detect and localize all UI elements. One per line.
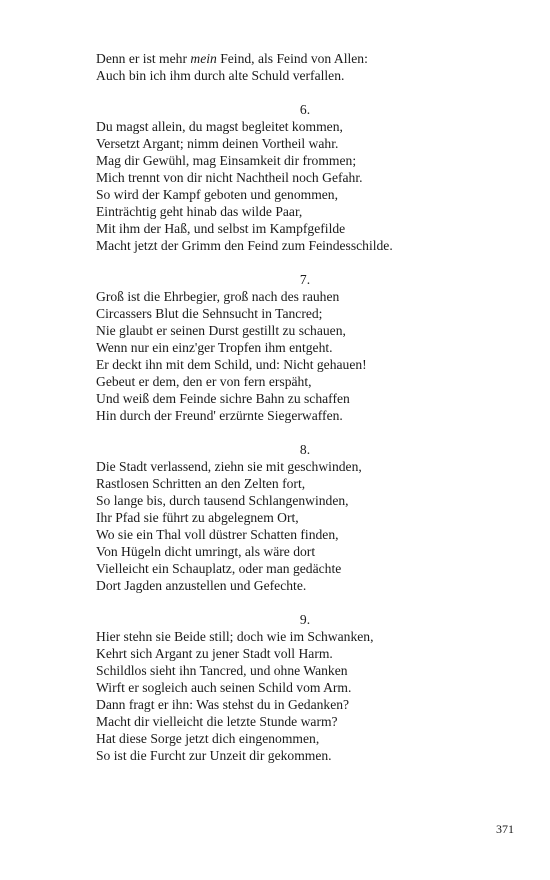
- stanza: [96, 441, 476, 594]
- page-number: 371: [496, 822, 514, 836]
- verse-line: So lange bis, durch tausend Schlangenwinden,: [96, 493, 349, 508]
- verse-line: Vielleicht ein Schauplatz, oder man gedächte: [96, 561, 342, 576]
- verse-line: Wenn nur ein einz'ger Tropfen ihm entgeht.: [96, 340, 333, 355]
- opening-line-1-start: Denn er ist mehr: [96, 51, 191, 66]
- verse-line: Du magst allein, du magst begleitet kommen,: [96, 119, 343, 134]
- verse-line: Dort Jagden anzustellen und Gefechte.: [96, 578, 307, 593]
- stanza-number: 9.: [299, 612, 311, 627]
- stanza: [96, 101, 476, 254]
- verse-line: Versetzt Argant; nimm deinen Vortheil wahr.: [96, 136, 339, 151]
- verse-line: Dann fragt er ihn: Was stehst du in Gedanken?: [96, 697, 350, 712]
- verse-line: Mich trennt von dir nicht Nachtheil noch Gefahr.: [96, 170, 363, 185]
- verse-line: Mit ihm der Haß, und selbst im Kampfgefilde: [96, 221, 346, 236]
- verse-line: Und weiß dem Feinde sichre Bahn zu schaffen: [96, 391, 350, 406]
- verse-line: Wo sie ein Thal voll düstrer Schatten finden,: [96, 527, 339, 542]
- emphasized-word: mein: [190, 51, 217, 66]
- verse-line: Schildlos sieht ihn Tancred, und ohne Wanken: [96, 663, 348, 678]
- verse-line: Mag dir Gewühl, mag Einsamkeit dir frommen;: [96, 153, 357, 168]
- verse-line: Hier stehn sie Beide still; doch wie im Schwanken,: [96, 629, 374, 644]
- verse-line: Groß ist die Ehrbegier, groß nach des rauhen: [96, 289, 340, 304]
- verse-line: So ist die Furcht zur Unzeit dir gekommen.: [96, 748, 332, 763]
- verse-line: Ihr Pfad sie führt zu abgelegnem Ort,: [96, 510, 299, 525]
- verse-line: Einträchtig geht hinab das wilde Paar,: [96, 204, 303, 219]
- verse-line: Macht dir vielleicht die letzte Stunde warm?: [96, 714, 338, 729]
- stanza: [96, 611, 476, 764]
- stanza-list: [96, 101, 476, 764]
- opening-line-1: [96, 50, 476, 67]
- verse-line: Gebeut er dem, den er von fern erspäht,: [96, 374, 312, 389]
- stanza-number: 7.: [299, 272, 311, 287]
- verse-line: So wird der Kampf geboten und genommen,: [96, 187, 338, 202]
- verse-line: Hat diese Sorge jetzt dich eingenommen,: [96, 731, 320, 746]
- verse-line: Kehrt sich Argant zu jener Stadt voll Harm.: [96, 646, 333, 661]
- verse-line: Rastlosen Schritten an den Zelten fort,: [96, 476, 306, 491]
- verse-line: Von Hügeln dicht umringt, als wäre dort: [96, 544, 316, 559]
- verse-line: Circassers Blut die Sehnsucht in Tancred;: [96, 306, 323, 321]
- opening-line-2: Auch bin ich ihm durch alte Schuld verfallen.: [96, 68, 345, 83]
- verse-line: Macht jetzt der Grimm den Feind zum Feindesschilde.: [96, 238, 393, 253]
- opening-line-1-end: Feind, als Feind von Allen:: [216, 51, 368, 66]
- verse-line: Er deckt ihn mit dem Schild, und: Nicht gehauen!: [96, 357, 367, 372]
- poem-text: [96, 50, 476, 764]
- stanza-number: 6.: [299, 102, 311, 117]
- verse-line: Die Stadt verlassend, ziehn sie mit geschwinden,: [96, 459, 362, 474]
- verse-line: Wirft er sogleich auch seinen Schild vom Arm.: [96, 680, 352, 695]
- stanza-number: 8.: [299, 442, 311, 457]
- verse-line: Hin durch der Freund' erzürnte Siegerwaffen.: [96, 408, 343, 423]
- verse-line: Nie glaubt er seinen Durst gestillt zu schauen,: [96, 323, 346, 338]
- stanza: [96, 271, 476, 424]
